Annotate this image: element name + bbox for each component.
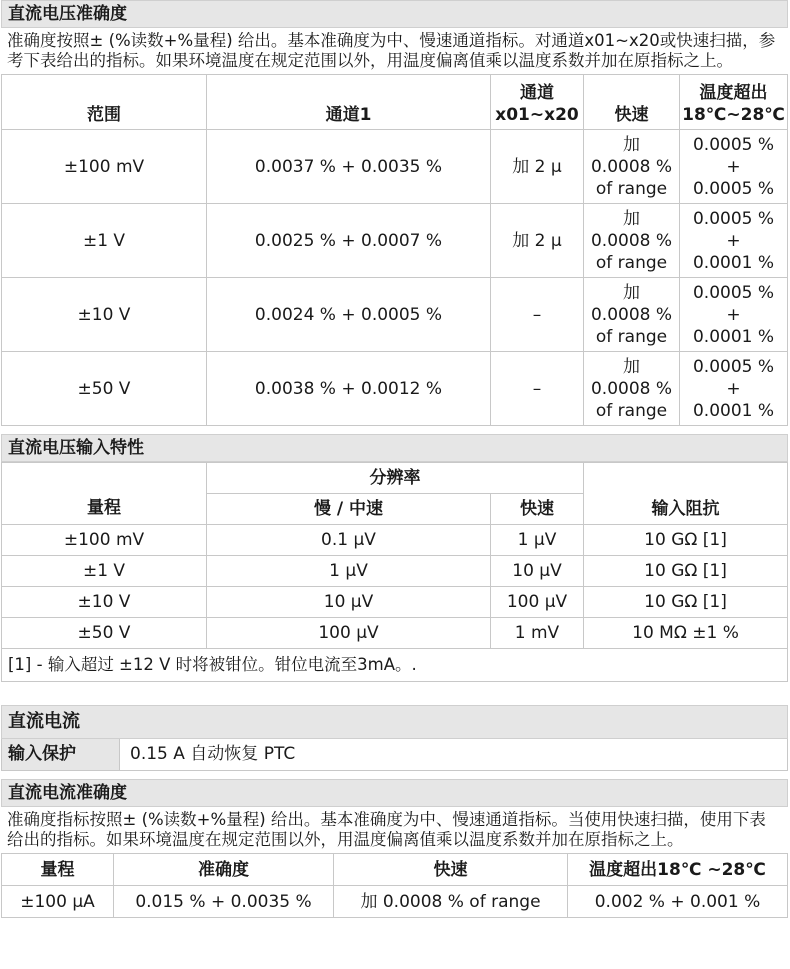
input-protection-value: 0.15 A 自动恢复 PTC bbox=[130, 744, 296, 764]
cell-ch1: 0.0037 % + 0.0035 % bbox=[207, 130, 491, 204]
cell-impedance: 10 GΩ [1] bbox=[584, 587, 788, 618]
temp-line: 0.0001 % bbox=[692, 326, 775, 347]
header-slow-mid: 慢 / 中速 bbox=[207, 494, 491, 525]
fast-line: 0.0008 % bbox=[590, 378, 673, 399]
cell-impedance: 10 MΩ ±1 % bbox=[584, 618, 788, 649]
temp-line: 0.0005 % bbox=[692, 356, 775, 377]
temp-line: + bbox=[726, 230, 741, 251]
fast-line: of range bbox=[595, 400, 668, 421]
dcv-accuracy-table bbox=[1, 74, 788, 426]
cell-accuracy: 0.015 % + 0.0035 % bbox=[114, 886, 334, 918]
header-range: 范围 bbox=[2, 75, 207, 130]
cell-temp bbox=[680, 278, 788, 352]
fast-line: 0.0008 % bbox=[590, 230, 673, 251]
header-fast: 快速 bbox=[491, 494, 584, 525]
cell-temp bbox=[680, 130, 788, 204]
table-header-row bbox=[2, 463, 788, 494]
temp-line: 0.0005 % bbox=[692, 134, 775, 155]
table-row bbox=[2, 130, 788, 204]
table-row bbox=[2, 886, 788, 918]
cell-ch1: 0.0038 % + 0.0012 % bbox=[207, 352, 491, 426]
cell-range: ±50 V bbox=[2, 618, 207, 649]
temp-line: + bbox=[726, 156, 741, 177]
header-temp-line1: 温度超出 bbox=[699, 83, 768, 103]
cell-range: ±1 V bbox=[2, 204, 207, 278]
header-empty bbox=[2, 463, 207, 494]
fast-line: 加 bbox=[623, 356, 640, 377]
cell-fast: 100 μV bbox=[491, 587, 584, 618]
table-row bbox=[2, 556, 788, 587]
dci-accuracy-title: 直流电流准确度 bbox=[1, 779, 788, 807]
header-channel1: 通道1 bbox=[207, 75, 491, 130]
dcv-accuracy-intro: 准确度按照± (%读数+%量程) 给出。基本准确度为中、慢速通道指标。对通道x01~x20或快速扫描，参考下表给出的指标。如果环境温度在规定范围以外，用温度偏离值乘以温度系数并加在原指标之上。 bbox=[7, 31, 776, 70]
fast-line: 0.0008 % bbox=[590, 156, 673, 177]
fast-line: 0.0008 % bbox=[590, 304, 673, 325]
table-row bbox=[2, 525, 788, 556]
temp-line: 0.0005 % bbox=[692, 208, 775, 229]
temp-line: 0.0001 % bbox=[692, 252, 775, 273]
header-fast: 快速 bbox=[334, 854, 568, 886]
cell-slow: 10 μV bbox=[207, 587, 491, 618]
header-channel-x-line1: 通道 bbox=[520, 83, 554, 103]
cell-range: ±50 V bbox=[2, 352, 207, 426]
cell-fast bbox=[584, 130, 680, 204]
temp-line: 0.0005 % bbox=[692, 282, 775, 303]
header-temp-line2: 18℃~28℃ bbox=[682, 105, 785, 125]
cell-chx: 加 2 μ bbox=[491, 204, 584, 278]
fast-line: 加 bbox=[623, 208, 640, 229]
header-fast: 快速 bbox=[584, 75, 680, 130]
cell-fast: 10 μV bbox=[491, 556, 584, 587]
header-temp bbox=[680, 75, 788, 130]
header-range: 量程 bbox=[2, 854, 114, 886]
cell-fast bbox=[584, 204, 680, 278]
cell-range: ±1 V bbox=[2, 556, 207, 587]
cell-ch1: 0.0025 % + 0.0007 % bbox=[207, 204, 491, 278]
header-accuracy: 准确度 bbox=[114, 854, 334, 886]
cell-range: ±100 mV bbox=[2, 130, 207, 204]
fast-line: 加 bbox=[623, 134, 640, 155]
header-range: 量程 bbox=[2, 494, 207, 525]
cell-fast: 1 μV bbox=[491, 525, 584, 556]
header-channel-x bbox=[491, 75, 584, 130]
fast-line: of range bbox=[595, 252, 668, 273]
cell-range: ±10 V bbox=[2, 587, 207, 618]
temp-line: 0.0001 % bbox=[692, 400, 775, 421]
cell-chx: – bbox=[491, 278, 584, 352]
cell-fast bbox=[584, 352, 680, 426]
cell-slow: 100 μV bbox=[207, 618, 491, 649]
header-channel-x-line2: x01~x20 bbox=[495, 105, 579, 125]
header-temp: 温度超出18℃ ~28℃ bbox=[568, 854, 788, 886]
header-resolution: 分辨率 bbox=[207, 463, 584, 494]
fast-line: 加 bbox=[623, 282, 640, 303]
cell-chx: 加 2 μ bbox=[491, 130, 584, 204]
input-protection-label: 输入保护 bbox=[2, 739, 120, 770]
cell-range: ±100 μA bbox=[2, 886, 114, 918]
fast-line: of range bbox=[595, 178, 668, 199]
dc-current-title: 直流电流 bbox=[1, 705, 788, 739]
cell-ch1: 0.0024 % + 0.0005 % bbox=[207, 278, 491, 352]
cell-temp: 0.002 % + 0.001 % bbox=[568, 886, 788, 918]
cell-temp bbox=[680, 204, 788, 278]
dci-accuracy-intro: 准确度指标按照± (%读数+%量程) 给出。基本准确度为中、慢速通道指标。当使用快速扫描，使用下表给出的指标。如果环境温度在规定范围以外，用温度偏离值乘以温度系数并加在原指标之上。 bbox=[7, 810, 766, 849]
temp-line: 0.0005 % bbox=[692, 178, 775, 199]
cell-fast: 1 mV bbox=[491, 618, 584, 649]
table-row bbox=[2, 278, 788, 352]
input-protection-row bbox=[1, 739, 788, 771]
table-row bbox=[2, 587, 788, 618]
dcv-input-title: 直流电压输入特性 bbox=[1, 434, 788, 462]
table-header-row bbox=[2, 854, 788, 886]
fast-line: of range bbox=[595, 326, 668, 347]
temp-line: + bbox=[726, 304, 741, 325]
cell-slow: 1 μV bbox=[207, 556, 491, 587]
table-row bbox=[2, 204, 788, 278]
table-header-row bbox=[2, 75, 788, 130]
dcv-accuracy-title: 直流电压准确度 bbox=[1, 0, 788, 28]
dci-accuracy-table bbox=[1, 853, 788, 918]
cell-range: ±10 V bbox=[2, 278, 207, 352]
cell-fast: 加 0.0008 % of range bbox=[334, 886, 568, 918]
dcv-input-table bbox=[1, 462, 788, 649]
cell-slow: 0.1 μV bbox=[207, 525, 491, 556]
cell-impedance: 10 GΩ [1] bbox=[584, 556, 788, 587]
cell-fast bbox=[584, 278, 680, 352]
temp-line: + bbox=[726, 378, 741, 399]
cell-range: ±100 mV bbox=[2, 525, 207, 556]
cell-impedance: 10 GΩ [1] bbox=[584, 525, 788, 556]
cell-chx: – bbox=[491, 352, 584, 426]
table-row bbox=[2, 618, 788, 649]
clamp-footnote: [1] - 输入超过 ±12 V 时将被钳位。钳位电流至3mA。. bbox=[1, 649, 788, 682]
header-impedance: 输入阻抗 bbox=[584, 463, 788, 525]
table-row bbox=[2, 352, 788, 426]
cell-temp bbox=[680, 352, 788, 426]
